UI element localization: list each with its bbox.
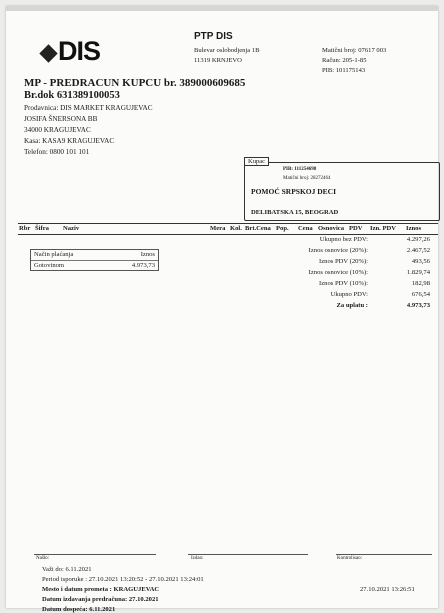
store-phone: Telefon: 0800 101 101 bbox=[24, 148, 90, 156]
col-izn-pdv: Izn. PDV bbox=[370, 225, 397, 232]
logo-text: DIS bbox=[58, 36, 101, 66]
print-timestamp: 27.10.2021 13:26:51 bbox=[360, 586, 415, 593]
invoice-sheet bbox=[6, 6, 438, 613]
table-bottom-rule bbox=[18, 234, 438, 235]
summary-label-1: Iznos osnovice (20%): bbox=[308, 247, 368, 254]
signature-label-naslo: Našlo: bbox=[36, 556, 50, 561]
store-city: 34000 KRAGUJEVAC bbox=[24, 126, 91, 134]
col-iznos: Iznos bbox=[406, 225, 422, 232]
table-top-rule bbox=[18, 223, 438, 224]
col-osnovica: Osnovica bbox=[318, 225, 345, 232]
buyer-tag: Kupac bbox=[244, 157, 269, 166]
summary-label-2: Iznos PDV (20%): bbox=[319, 258, 368, 265]
col-brt-cena: Brt.Cena bbox=[245, 225, 271, 232]
col-sifra: Šifra bbox=[35, 225, 49, 232]
scan-edge bbox=[6, 6, 438, 11]
col-pop: Pop. bbox=[276, 225, 289, 232]
col-pdv: PDV bbox=[349, 225, 363, 232]
summary-value-3: 1.829,74 bbox=[406, 269, 430, 276]
summary-label-5: Ukupno PDV: bbox=[330, 291, 368, 298]
valid-until: Važi do: 6.11.2021 bbox=[42, 566, 92, 573]
signature-line-izdao bbox=[188, 554, 308, 555]
company-pib: PIB: 101175143 bbox=[322, 67, 366, 74]
buyer-address: DELIBATSKA 15, BEOGRAD bbox=[251, 209, 339, 216]
signature-label-izdao: Izdao: bbox=[191, 556, 204, 561]
summary-label-total: Za uplatu : bbox=[336, 302, 368, 309]
summary-label-0: Ukupno bez PDV: bbox=[319, 236, 368, 243]
company-mb: Matični broj: 07617 003 bbox=[322, 47, 387, 54]
payment-amount-header: Iznos bbox=[140, 251, 155, 258]
summary-value-5: 676,54 bbox=[411, 291, 430, 298]
company-address-line2: 11319 KRNJEVO bbox=[194, 57, 242, 64]
col-naziv: Naziv bbox=[63, 225, 80, 232]
signature-line-kontrolisao bbox=[336, 554, 432, 555]
store-register: Kasa: KASA9 KRAGUJEVAC bbox=[24, 137, 115, 145]
company-racun: Račun: 205-1-85 bbox=[322, 57, 367, 64]
buyer-pib: PIB: 111254698 bbox=[283, 167, 317, 172]
payment-method: Gotovinom bbox=[34, 262, 65, 269]
col-mera: Mera bbox=[210, 225, 226, 232]
company-name: PTP DIS bbox=[194, 31, 233, 42]
summary-label-3: Iznos osnovice (10%): bbox=[308, 269, 368, 276]
buyer-name: POMOĆ SRPSKOJ DECI bbox=[251, 187, 337, 196]
payment-box bbox=[30, 249, 159, 271]
buyer-mb: Matični broj: 28272464 bbox=[283, 176, 331, 181]
delivery-period: Period isporuke : 27.10.2021 13:20:52 - 27.10.2021 13:24:01 bbox=[42, 576, 204, 583]
summary-value-4: 182,98 bbox=[411, 280, 430, 287]
due-date: Datum dospeća: 6.11.2021 bbox=[42, 606, 116, 613]
summary-label-4: Iznos PDV (10%): bbox=[319, 280, 368, 287]
payment-amount: 4.973,73 bbox=[131, 262, 155, 269]
document-number: Br.dok 631389100053 bbox=[24, 90, 120, 101]
col-cena: Cena bbox=[298, 225, 313, 232]
col-rbr: Rbr bbox=[19, 225, 31, 232]
company-address-line1: Bulevar oslobodjenja 1B bbox=[194, 47, 260, 54]
summary-value-total: 4.973,73 bbox=[406, 302, 430, 309]
summary-value-2: 493,56 bbox=[411, 258, 430, 265]
col-kol: Kol. bbox=[230, 225, 242, 232]
payment-row bbox=[31, 261, 158, 271]
payment-method-header: Način plaćanja bbox=[34, 251, 74, 258]
summary-value-1: 2.467,52 bbox=[406, 247, 430, 254]
company-logo bbox=[42, 36, 100, 67]
store-street: JOSIFA ŠNERSONA BB bbox=[24, 115, 98, 123]
issue-date: Datum izdavanja predračuna: 27.10.2021 bbox=[42, 596, 159, 603]
place-date: Mesto i datum prometa : KRAGUJEVAC bbox=[42, 586, 160, 593]
signature-label-kontrolisao: Kontrolisao: bbox=[337, 556, 362, 561]
summary-value-0: 4.297,26 bbox=[406, 236, 430, 243]
payment-header bbox=[31, 250, 158, 261]
logo-diamond-icon bbox=[39, 44, 57, 62]
signature-line-naslo bbox=[34, 554, 156, 555]
buyer-box bbox=[244, 158, 440, 221]
store-name: Prodavnica: DIS MARKET KRAGUJEVAC bbox=[24, 104, 153, 112]
document-title: MP - PREDRACUN KUPCU br. 389000609685 bbox=[24, 77, 246, 89]
